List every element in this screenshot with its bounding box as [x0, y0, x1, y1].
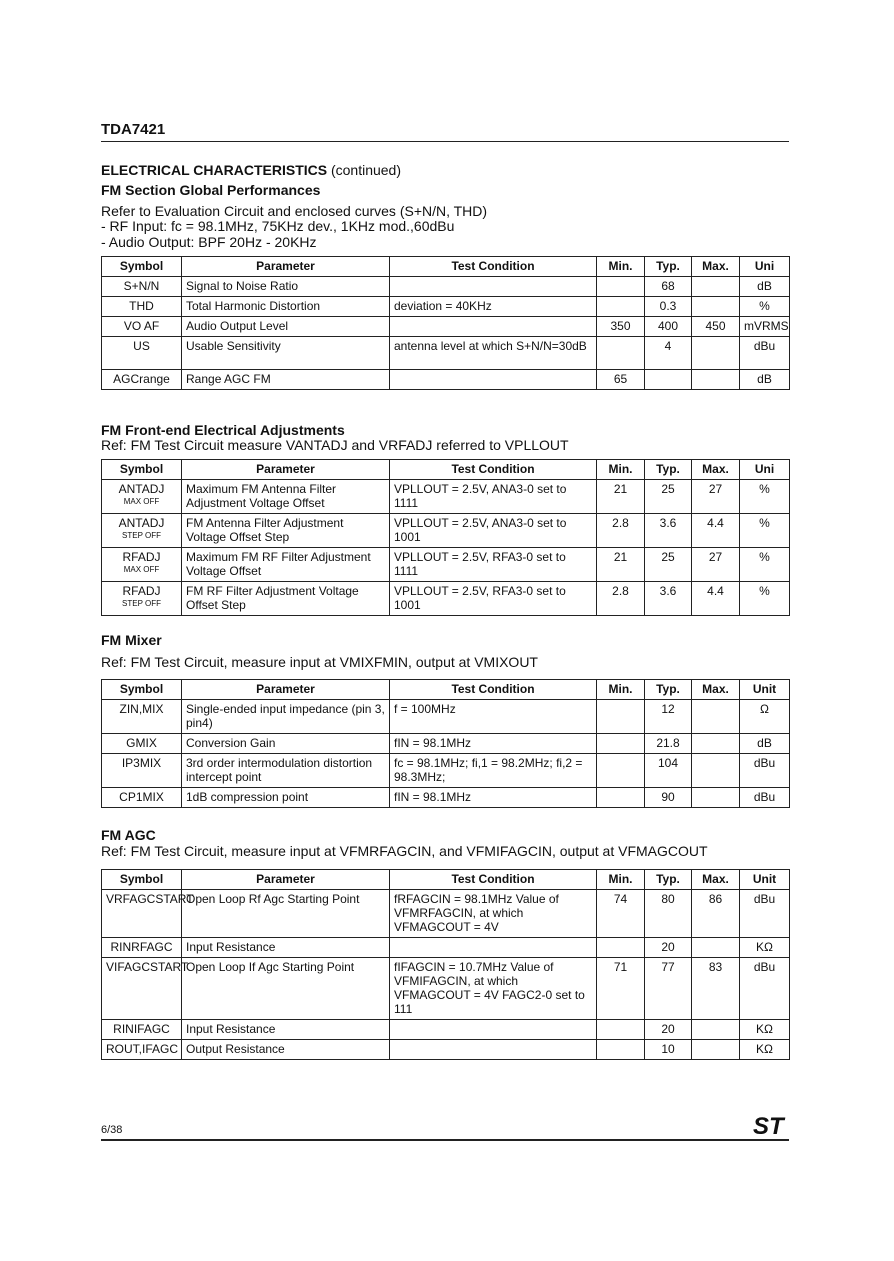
cell-typ: 80	[645, 890, 692, 938]
table-fm-global-performances	[101, 256, 790, 390]
cell-unit: dBu	[740, 788, 790, 808]
table-row	[102, 370, 790, 390]
cell-max	[692, 337, 740, 370]
table-header-row	[102, 680, 790, 700]
symbol-main: AGCrange	[113, 372, 170, 386]
cell-typ: 3.6	[645, 514, 692, 548]
cell-unit: mVRMS	[740, 317, 790, 337]
cell-max: 450	[692, 317, 740, 337]
cell-unit: %	[740, 582, 790, 616]
table-header-row	[102, 460, 790, 480]
column-header-unit: Unit	[740, 680, 790, 700]
cell-min	[597, 938, 645, 958]
symbol-main: ANTADJ	[118, 516, 165, 530]
table-row	[102, 337, 790, 370]
cell-max: 4.4	[692, 514, 740, 548]
column-header-symbol: Symbol	[102, 460, 182, 480]
cell-cond: f = 100MHz	[390, 700, 597, 734]
cell-unit: dB	[740, 277, 790, 297]
cell-cond: VPLLOUT = 2.5V, ANA3-0 set to 1001	[390, 514, 597, 548]
cell-min	[597, 700, 645, 734]
cell-unit: %	[740, 548, 790, 582]
symbol-main: VO AF	[123, 319, 160, 333]
cell-typ: 25	[645, 480, 692, 514]
cell-max: 27	[692, 480, 740, 514]
cell-param: FM Antenna Filter Adjustment Voltage Offset Step	[182, 514, 390, 548]
heading-bold: ELECTRICAL CHARACTERISTICS	[101, 162, 328, 178]
column-header-symbol: Symbol	[102, 257, 182, 277]
page-number: 6/38	[101, 1124, 123, 1136]
table-front-end-adjustments	[101, 459, 790, 616]
cell-sym	[102, 754, 182, 788]
cell-cond: fRFAGCIN = 98.1MHz Value of VFMRFAGCIN, at which VFMAGCOUT = 4V	[390, 890, 597, 938]
column-header-typ: Typ.	[645, 870, 692, 890]
cell-param: Open Loop Rf Agc Starting Point	[182, 890, 390, 938]
cell-unit: dBu	[740, 337, 790, 370]
cell-typ: 21.8	[645, 734, 692, 754]
cell-param: Range AGC FM	[182, 370, 390, 390]
column-header-min: Min.	[597, 680, 645, 700]
table-row	[102, 297, 790, 317]
cell-unit: %	[740, 480, 790, 514]
cell-param: Maximum FM Antenna Filter Adjustment Voltage Offset	[182, 480, 390, 514]
table-row	[102, 754, 790, 788]
cell-min: 71	[597, 958, 645, 1020]
cell-typ: 12	[645, 700, 692, 734]
column-header-min: Min.	[597, 870, 645, 890]
table-row	[102, 548, 790, 582]
cell-max	[692, 938, 740, 958]
cell-min: 2.8	[597, 514, 645, 548]
cell-cond: deviation = 40KHz	[390, 297, 597, 317]
cell-typ: 3.6	[645, 582, 692, 616]
cell-min: 21	[597, 480, 645, 514]
column-header-parameter: Parameter	[182, 460, 390, 480]
cell-typ: 400	[645, 317, 692, 337]
section-heading-agc: FM AGC	[101, 827, 156, 843]
cell-cond	[390, 317, 597, 337]
column-header-max: Max.	[692, 870, 740, 890]
st-logo	[752, 1113, 788, 1137]
cell-sym	[102, 734, 182, 754]
symbol-main: CP1MIX	[119, 790, 164, 804]
column-header-typ: Typ.	[645, 680, 692, 700]
cell-cond	[390, 938, 597, 958]
symbol-subscript: STEP OFF	[122, 599, 161, 608]
column-header-test-condition: Test Condition	[390, 257, 597, 277]
cell-sym	[102, 582, 182, 616]
cell-unit: KΩ	[740, 938, 790, 958]
cell-sym	[102, 700, 182, 734]
cell-unit: dBu	[740, 958, 790, 1020]
cell-param: Audio Output Level	[182, 317, 390, 337]
column-header-min: Min.	[597, 460, 645, 480]
cell-sym	[102, 297, 182, 317]
column-header-parameter: Parameter	[182, 680, 390, 700]
column-header-max: Max.	[692, 460, 740, 480]
heading-suffix: (continued)	[327, 162, 402, 178]
cell-min	[597, 734, 645, 754]
cell-param: Output Resistance	[182, 1040, 390, 1060]
cell-param: Usable Sensitivity	[182, 337, 390, 370]
cell-max	[692, 1020, 740, 1040]
column-header-parameter: Parameter	[182, 870, 390, 890]
cell-param: FM RF Filter Adjustment Voltage Offset Step	[182, 582, 390, 616]
column-header-unit-short: Uni	[740, 460, 790, 480]
symbol-main: ROUT,IFAGC	[106, 1042, 179, 1056]
table-header-row	[102, 257, 790, 277]
column-header-symbol: Symbol	[102, 870, 182, 890]
table-fm-mixer	[101, 679, 790, 808]
cell-param: Maximum FM RF Filter Adjustment Voltage Offset	[182, 548, 390, 582]
cell-min	[597, 277, 645, 297]
cell-cond: antenna level at which S+N/N=30dB	[390, 337, 597, 370]
symbol-main: ZIN,MIX	[119, 702, 164, 716]
symbol-subscript: MAX OFF	[123, 497, 160, 506]
section-heading-front-end: FM Front-end Electrical Adjustments	[101, 422, 345, 438]
table-row	[102, 890, 790, 938]
cell-unit: dB	[740, 734, 790, 754]
cell-max	[692, 788, 740, 808]
cell-unit: KΩ	[740, 1020, 790, 1040]
cell-max	[692, 277, 740, 297]
column-header-max: Max.	[692, 257, 740, 277]
cell-unit: Ω	[740, 700, 790, 734]
table-row	[102, 788, 790, 808]
cell-sym	[102, 480, 182, 514]
cell-cond: fc = 98.1MHz; fi,1 = 98.2MHz; fi,2 = 98.3MHz;	[390, 754, 597, 788]
column-header-unit: Unit	[740, 870, 790, 890]
cell-cond: VPLLOUT = 2.5V, RFA3-0 set to 1001	[390, 582, 597, 616]
cell-min	[597, 754, 645, 788]
cell-unit: dBu	[740, 890, 790, 938]
cell-typ: 20	[645, 938, 692, 958]
section-subheading-global: FM Section Global Performances	[101, 182, 321, 198]
cell-min	[597, 297, 645, 317]
cell-min	[597, 337, 645, 370]
column-header-test-condition: Test Condition	[390, 870, 597, 890]
symbol-main: GMIX	[126, 736, 157, 750]
cell-sym	[102, 1040, 182, 1060]
column-header-typ: Typ.	[645, 257, 692, 277]
cell-sym	[102, 337, 182, 370]
cell-max	[692, 370, 740, 390]
cell-max	[692, 754, 740, 788]
table-fm-agc	[101, 869, 790, 1060]
svg-text:ST: ST	[753, 1113, 784, 1137]
cell-max	[692, 297, 740, 317]
cell-typ: 20	[645, 1020, 692, 1040]
symbol-main: US	[133, 339, 150, 353]
column-header-symbol: Symbol	[102, 680, 182, 700]
cell-sym	[102, 958, 189, 1020]
section4-ref-line: Ref: FM Test Circuit, measure input at VFMRFAGCIN, and VFMIFAGCIN, output at VFMAGCOUT	[101, 843, 708, 859]
symbol-main: RFADJ	[122, 550, 161, 564]
cell-sym	[102, 370, 182, 390]
section-heading-electrical-characteristics	[101, 162, 401, 178]
cell-min: 21	[597, 548, 645, 582]
cell-sym	[102, 890, 194, 938]
cell-param: Single-ended input impedance (pin 3, pin4)	[182, 700, 390, 734]
symbol-main: VRFAGCSTART	[106, 892, 194, 906]
cell-param: 1dB compression point	[182, 788, 390, 808]
cell-typ: 4	[645, 337, 692, 370]
table-row	[102, 1040, 790, 1060]
cell-min: 2.8	[597, 582, 645, 616]
cell-sym	[102, 788, 182, 808]
symbol-subscript: STEP OFF	[122, 531, 161, 540]
cell-max	[692, 734, 740, 754]
cell-typ	[645, 370, 692, 390]
table-row	[102, 514, 790, 548]
cell-cond	[390, 1040, 597, 1060]
intro-line-2: - RF Input: fc = 98.1MHz, 75KHz dev., 1KHz mod.,60dBu	[101, 218, 455, 234]
section-heading-mixer: FM Mixer	[101, 632, 162, 648]
cell-min	[597, 1040, 645, 1060]
cell-typ: 77	[645, 958, 692, 1020]
intro-line-1: Refer to Evaluation Circuit and enclosed curves (S+N/N, THD)	[101, 203, 488, 219]
cell-typ: 68	[645, 277, 692, 297]
symbol-main: RINIFAGC	[113, 1022, 170, 1036]
cell-typ: 104	[645, 754, 692, 788]
cell-cond: VPLLOUT = 2.5V, ANA3-0 set to 1111	[390, 480, 597, 514]
cell-typ: 10	[645, 1040, 692, 1060]
table-row	[102, 938, 790, 958]
cell-typ: 0.3	[645, 297, 692, 317]
column-header-parameter: Parameter	[182, 257, 390, 277]
cell-max	[692, 1040, 740, 1060]
cell-min: 350	[597, 317, 645, 337]
cell-typ: 25	[645, 548, 692, 582]
cell-max: 83	[692, 958, 740, 1020]
cell-min	[597, 1020, 645, 1040]
cell-sym	[102, 317, 182, 337]
symbol-main: IP3MIX	[121, 756, 162, 770]
cell-param: Open Loop If Agc Starting Point	[182, 958, 390, 1020]
cell-cond	[390, 1020, 597, 1040]
cell-cond: fIN = 98.1MHz	[390, 788, 597, 808]
cell-param: Input Resistance	[182, 1020, 390, 1040]
table-row	[102, 277, 790, 297]
header-rule	[101, 141, 789, 142]
table-row	[102, 582, 790, 616]
cell-cond	[390, 370, 597, 390]
cell-param: 3rd order intermodulation distortion intercept point	[182, 754, 390, 788]
cell-unit: dBu	[740, 754, 790, 788]
symbol-main: RINRFAGC	[110, 940, 173, 954]
column-header-unit-short: Uni	[740, 257, 790, 277]
cell-sym	[102, 548, 182, 582]
cell-max: 27	[692, 548, 740, 582]
symbol-subscript: MAX OFF	[123, 565, 160, 574]
cell-unit: dB	[740, 370, 790, 390]
column-header-max: Max.	[692, 680, 740, 700]
cell-unit: %	[740, 297, 790, 317]
symbol-main: S+N/N	[123, 279, 160, 293]
cell-max	[692, 700, 740, 734]
cell-typ: 90	[645, 788, 692, 808]
table-row	[102, 700, 790, 734]
cell-param: Input Resistance	[182, 938, 390, 958]
cell-cond: VPLLOUT = 2.5V, RFA3-0 set to 1111	[390, 548, 597, 582]
cell-param: Conversion Gain	[182, 734, 390, 754]
symbol-main: THD	[129, 299, 154, 313]
symbol-main: RFADJ	[122, 584, 161, 598]
column-header-min: Min.	[597, 257, 645, 277]
table-row	[102, 480, 790, 514]
cell-sym	[102, 514, 182, 548]
column-header-typ: Typ.	[645, 460, 692, 480]
symbol-main: VIFAGCSTART	[106, 960, 189, 974]
intro-line-3: - Audio Output: BPF 20Hz - 20KHz	[101, 234, 317, 250]
cell-min: 65	[597, 370, 645, 390]
column-header-test-condition: Test Condition	[390, 460, 597, 480]
cell-min: 74	[597, 890, 645, 938]
table-row	[102, 958, 790, 1020]
section2-ref-line: Ref: FM Test Circuit measure VANTADJ and VRFADJ referred to VPLLOUT	[101, 437, 569, 453]
table-row	[102, 1020, 790, 1040]
cell-cond	[390, 277, 597, 297]
cell-param: Total Harmonic Distortion	[182, 297, 390, 317]
symbol-main: ANTADJ	[118, 482, 165, 496]
cell-max: 86	[692, 890, 740, 938]
table-row	[102, 734, 790, 754]
cell-max: 4.4	[692, 582, 740, 616]
section3-ref-line: Ref: FM Test Circuit, measure input at VMIXFMIN, output at VMIXOUT	[101, 654, 538, 670]
cell-sym	[102, 277, 182, 297]
cell-min	[597, 788, 645, 808]
column-header-test-condition: Test Condition	[390, 680, 597, 700]
cell-unit: KΩ	[740, 1040, 790, 1060]
cell-param: Signal to Noise Ratio	[182, 277, 390, 297]
table-header-row	[102, 870, 790, 890]
cell-cond: fIN = 98.1MHz	[390, 734, 597, 754]
page-header-title: TDA7421	[101, 121, 166, 138]
cell-cond: fIFAGCIN = 10.7MHz Value of VFMIFAGCIN, at which VFMAGCOUT = 4V FAGC2-0 set to 111	[390, 958, 597, 1020]
cell-sym	[102, 938, 182, 958]
table-row	[102, 317, 790, 337]
cell-sym	[102, 1020, 182, 1040]
footer-rule	[101, 1139, 789, 1141]
cell-unit: %	[740, 514, 790, 548]
